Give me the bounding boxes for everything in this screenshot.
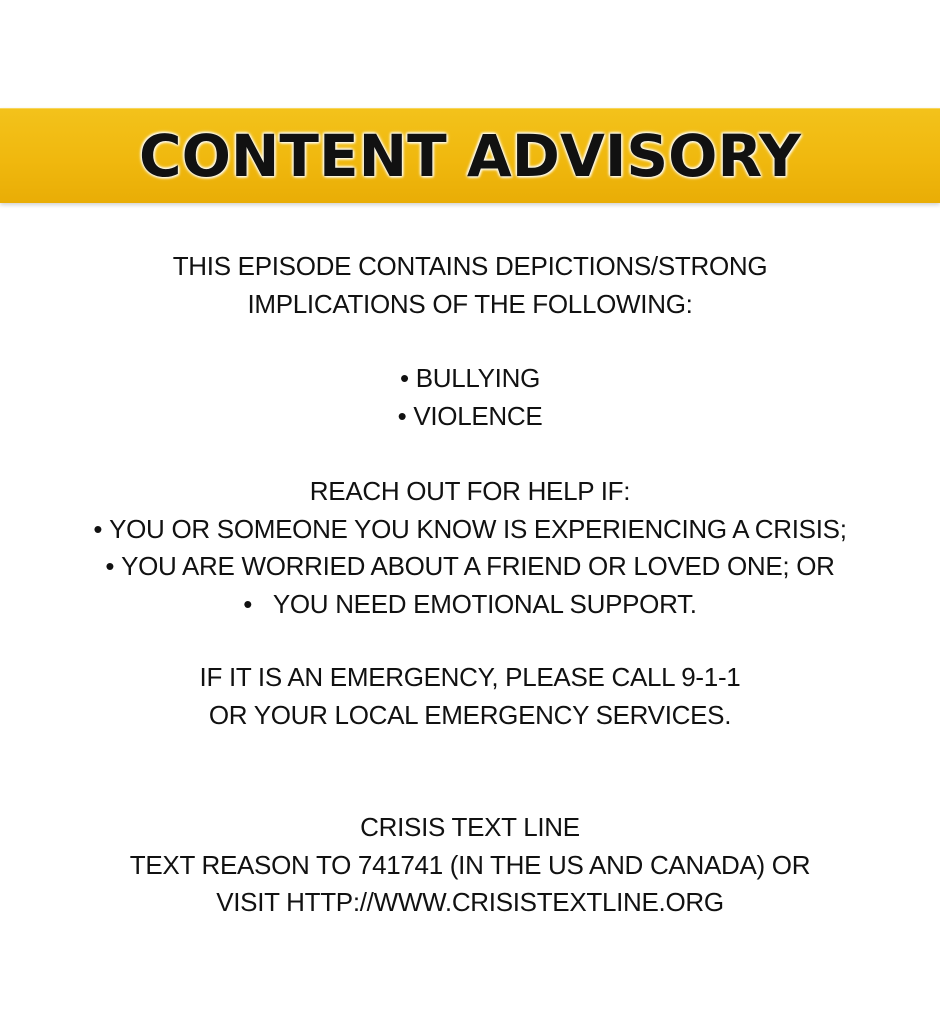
emergency-block — [0, 659, 940, 734]
help-item-crisis: • YOU OR SOMEONE YOU KNOW IS EXPERIENCING A CRISIS; — [0, 511, 940, 549]
crisis-line-1: TEXT REASON TO 741741 (IN THE US AND CANADA) OR — [129, 849, 811, 880]
intro-line-2: IMPLICATIONS OF THE FOLLOWING: — [247, 288, 693, 319]
topic-item-violence: • VIOLENCE — [0, 398, 940, 436]
advisory-banner — [0, 108, 940, 203]
help-item-support: • YOU NEED EMOTIONAL SUPPORT. — [0, 586, 940, 624]
help-item-worried: • YOU ARE WORRIED ABOUT A FRIEND OR LOVED ONE; OR — [0, 548, 940, 586]
intro-block — [0, 248, 940, 323]
help-block — [0, 473, 940, 623]
banner-title: CONTENT ADVISORY — [139, 122, 801, 190]
emergency-line-1: IF IT IS AN EMERGENCY, PLEASE CALL 9-1-1 — [199, 662, 741, 692]
intro-line-1: THIS EPISODE CONTAINS DEPICTIONS/STRONG — [172, 251, 768, 281]
help-heading: REACH OUT FOR HELP IF: — [309, 476, 631, 506]
crisis-title: CRISIS TEXT LINE — [360, 812, 580, 842]
crisis-text-line-block — [0, 809, 940, 922]
emergency-line-2: OR YOUR LOCAL EMERGENCY SERVICES. — [208, 699, 732, 730]
topic-list — [0, 360, 940, 435]
topic-item-bullying: • BULLYING — [0, 360, 940, 398]
crisis-url[interactable]: VISIT HTTP://WWW.CRISISTEXTLINE.ORG — [216, 887, 724, 917]
